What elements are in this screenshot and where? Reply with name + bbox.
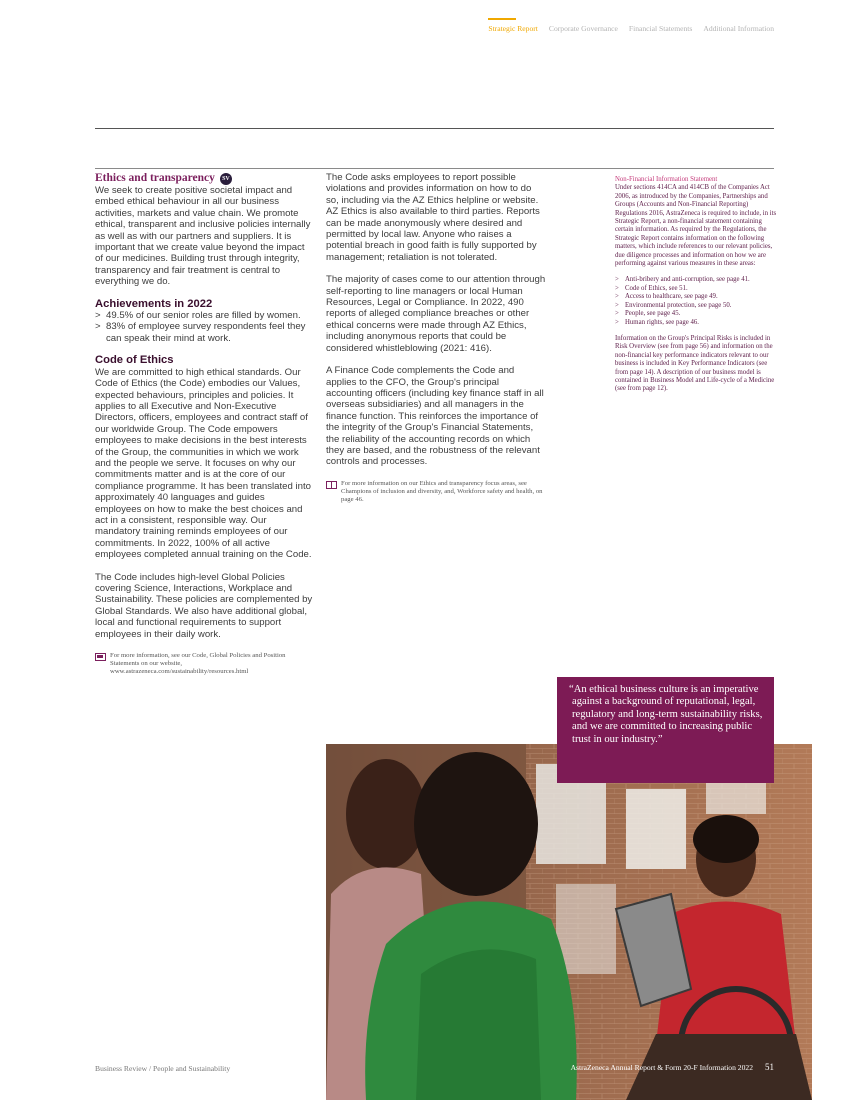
nav-additional-information[interactable]: Additional Information — [703, 24, 774, 33]
column-ethics — [95, 172, 313, 677]
list-item: > People, see page 45. — [615, 310, 777, 318]
section-title-text: Ethics and transparency — [95, 172, 215, 184]
non-financial-statement — [615, 176, 777, 402]
nav-financial-statements[interactable]: Financial Statements — [628, 24, 693, 33]
section-title — [95, 172, 313, 185]
sv-badge-icon: SV — [220, 173, 232, 185]
website-icon — [95, 653, 106, 661]
pull-quote-text: “An ethical business culture is an imperative against a background of reputational, legal, regulatory and long-term sustainability risks, and we are committed to increasing public trust in our industry.” — [569, 684, 763, 745]
footer-breadcrumb: Business Review / People and Sustainability — [95, 1064, 231, 1073]
pull-quote — [557, 677, 774, 783]
nfs-title: Non-Financial Information Statement — [615, 176, 718, 183]
meeting-photo — [326, 744, 812, 1100]
finance-code-paragraph: A Finance Code complements the Code and applies to the CFO, the Group's principal accounting officers (including key finance staff in all overseas subsidiaries) and all managers in the finance function. This reinforces the importance of the integrity of the Group's Financial Statements, the reliability of the accounting records on which they are based, and the robustness of the relevant controls and processes. — [326, 365, 544, 468]
page-reference-text: For more information on our Ethics and transparency focus areas, see Champions of inclusion and diversity, and, Workforce safety and health, on page 46. — [341, 479, 543, 504]
page-number: 51 — [765, 1062, 774, 1072]
nav-corporate-governance[interactable]: Corporate Governance — [548, 24, 618, 33]
book-icon — [326, 481, 337, 489]
list-item: > 49.5% of our senior roles are filled by women. — [95, 310, 313, 321]
code-of-ethics-heading: Code of Ethics — [95, 354, 174, 367]
reporting-paragraph: The Code asks employees to report possible violations and provides information on how to do so, including via the AZ Ethics helpline or website. AZ Ethics is also available to third parties. Reports can be made anonymously where desired and permitted by local law. Anyone who raises a potential breach in good faith is fully supported by management; retaliation is not tolerated. — [326, 172, 540, 263]
nfs-paragraph-1: Under sections 414CA and 414CB of the Companies Act 2006, as introduced by the Companies, Partnerships and Groups (Accounts and Non-Financial Reporting) Regulations 2016, AstraZeneca is required to include, in its Strategic Report, a non-financial statement containing certain information. As required by the Regulations, the Strategic Report contains information on the following matters, which include references to our relevant policies, due diligence processes and information on how we are performing against various measures in these areas: — [615, 184, 777, 268]
list-item: > Code of Ethics, see 51. — [615, 285, 777, 293]
cases-paragraph: The majority of cases come to our attention through self-reporting to line managers or local Human Resources, Legal or Compliance. In 2022, 490 reports of alleged compliance breaches or other ethical concerns were made through AZ Ethics, including anonymous reports that could be considered whistleblowing (2021: 416). — [326, 274, 546, 354]
footer-publication-title: AstraZeneca Annual Report & Form 20-F Information 2022 — [570, 1063, 753, 1072]
list-item: > Human rights, see page 46. — [615, 319, 777, 327]
footer-publication — [571, 1062, 774, 1072]
list-item: > Access to healthcare, see page 49. — [615, 293, 777, 301]
meeting-photo-illustration — [326, 744, 812, 1100]
section-nav — [488, 24, 774, 33]
column-code-reporting — [326, 172, 546, 504]
achievements-heading: Achievements in 2022 — [95, 297, 213, 310]
nav-strategic-report[interactable]: Strategic Report — [488, 24, 538, 33]
page-reference[interactable] — [326, 480, 546, 505]
list-item: > Environmental protection, see page 50. — [615, 302, 777, 310]
achievements-list — [95, 310, 313, 344]
website-reference-text: For more information, see our Code, Global Policies and Position Statements on our website, www.astrazeneca.com/sustainability/resources.html — [110, 652, 286, 676]
list-item: > Anti-bribery and anti-corruption, see page 41. — [615, 276, 777, 284]
website-reference[interactable] — [95, 652, 313, 677]
code-paragraph-2: The Code includes high-level Global Policies covering Science, Interactions, Workplace and Sustainability. These policies are complemented by Global Standards. We also have additional global, local and functional requirements to support employees in their daily work. — [95, 571, 313, 640]
list-item: > 83% of employee survey respondents feel they can speak their mind at work. — [95, 321, 313, 344]
nfs-list — [615, 276, 777, 326]
header-rule — [95, 128, 774, 129]
nfs-paragraph-2: Information on the Group's Principal Risks is included in Risk Overview (see from page 56) and information on the non-financial key performance indicators relevant to our business is included in Key Performance Indicators (see from page 14). A description of our business model is contained in Business Model and Life-cycle of a Medicine (see from page 12). — [615, 334, 775, 393]
column-rule — [95, 168, 774, 169]
intro-paragraph: We seek to create positive societal impact and embed ethical behaviour in all our business activities, markets and value chain. We promote ethical, transparent and inclusive policies internally as well as with our partners and suppliers. It is important that we create value beyond the impact of our medicines. Building trust through integrity, transparency and fair treatment is central to everything we do. — [95, 185, 311, 288]
code-paragraph-1: We are committed to high ethical standards. Our Code of Ethics (the Code) embodies our Values, expected behaviours, principles and policies. It applies to all Executive and Non-Executive Directors, officers, employees and contract staff of our worldwide Group. The Code empowers employees to make decisions in the best interests of the Group, the communities in which we work and the people we serve. It focuses on why our commitments matter and is at the core of our compliance programme. It has been translated into approximately 40 languages and guides employees on how to make the best choices and act in a consistent, responsible way. Our mandatory training reminds employees of our commitments. In 2022, 100% of all active employees completed annual training on the Code. — [95, 366, 312, 561]
